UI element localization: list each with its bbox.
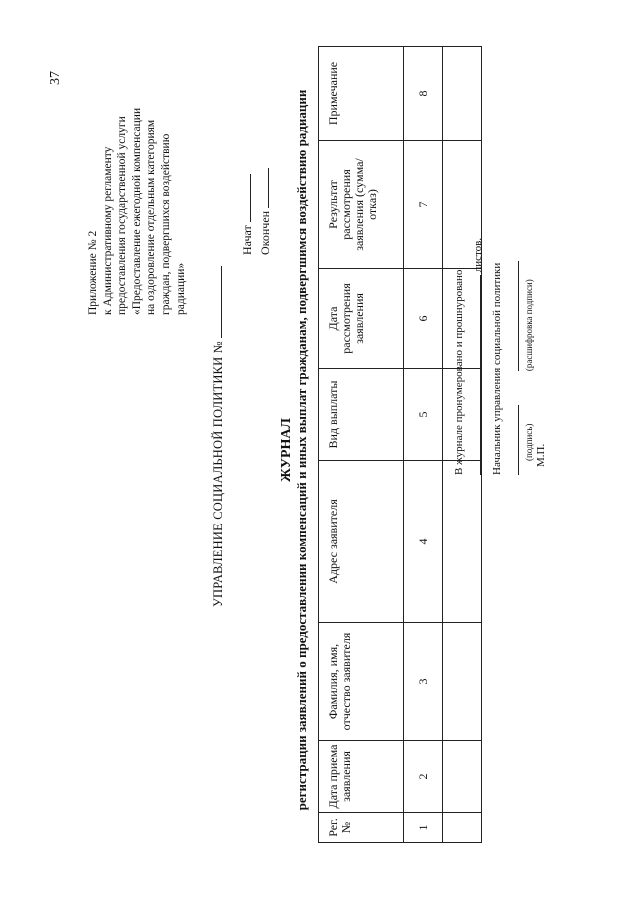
column-number: 1 [404,813,443,843]
header-note: Примечание [319,47,404,141]
sheets-label: листов. [472,237,484,273]
appendix-line: к Административному регламенту [101,146,114,315]
started-label: Начат [240,225,254,255]
column-number: 7 [404,141,443,269]
department-heading [210,266,226,607]
header-reg-number: Рег. № [319,813,404,843]
column-number: 4 [404,461,443,623]
signature-lines-row [508,262,523,476]
appendix-line: граждан, подвергшихся воздействию [159,133,172,315]
chief-row [490,263,504,475]
empty-cell [443,813,482,843]
header-receipt-date: Дата приема заявления [319,741,404,813]
chief-label: Начальник управления социальной политики [491,262,503,475]
column-number: 2 [404,741,443,813]
decoding-blank [508,262,519,372]
finished-label: Окончен [258,210,272,255]
seal-mark: М.П. [535,443,547,467]
column-number: 3 [404,623,443,741]
department-text: УПРАВЛЕНИЕ СОЦИАЛЬНОЙ ПОЛИТИКИ № [211,341,225,607]
header-review-date: Дата рассмотрения заявления [319,269,404,369]
header-applicant-name: Фамилия, имя, отчество заявителя [319,623,404,741]
header-applicant-address: Адрес заявителя [319,461,404,623]
signature-hints-row [522,279,536,461]
certification-block [452,35,552,475]
column-number-row [404,47,443,843]
sheets-row [470,238,485,475]
signature-blank [508,405,519,475]
finished-row [256,168,274,255]
appendix-line: радиации» [174,262,187,315]
header-review-result: Результат рассмотрения заявления (сумма/отказ) [319,141,404,269]
seal-row [534,444,548,467]
started-blank [239,174,251,222]
signature-hint: (подпись) [524,423,534,461]
journal-dates [238,168,274,255]
table-header-row [319,47,404,843]
appendix-line: на оздоровление отдельным категориям [145,119,158,315]
finished-blank [257,168,269,208]
empty-cell [443,461,482,623]
started-row [238,168,256,255]
empty-cell [443,741,482,813]
decoding-hint: (расшифровка подписи) [524,279,534,372]
numbered-row [452,270,466,475]
appendix-line: предоставления государственной услуги [116,116,129,315]
column-number: 6 [404,269,443,369]
journal-title-block [279,55,309,845]
appendix-block [86,0,188,315]
appendix-line: «Предоставление ежегодной компенсации [130,107,143,315]
column-number: 5 [404,369,443,461]
page-number: 37 [48,71,63,85]
journal-title: ЖУРНАЛ [279,418,294,482]
numbered-text: В журнале пронумеровано и прошнуровано [453,269,465,475]
department-number-blank [210,266,222,338]
sheets-count-blank [470,275,481,475]
column-number: 8 [404,47,443,141]
journal-subtitle: регистрации заявлений о предоставлении компенсаций и иных выплат гражданам, подвергшимся воздействию радиации [294,89,309,811]
appendix-line: Приложение № 2 [87,230,99,315]
empty-cell [443,623,482,741]
header-payment-type: Вид выплаты [319,369,404,461]
